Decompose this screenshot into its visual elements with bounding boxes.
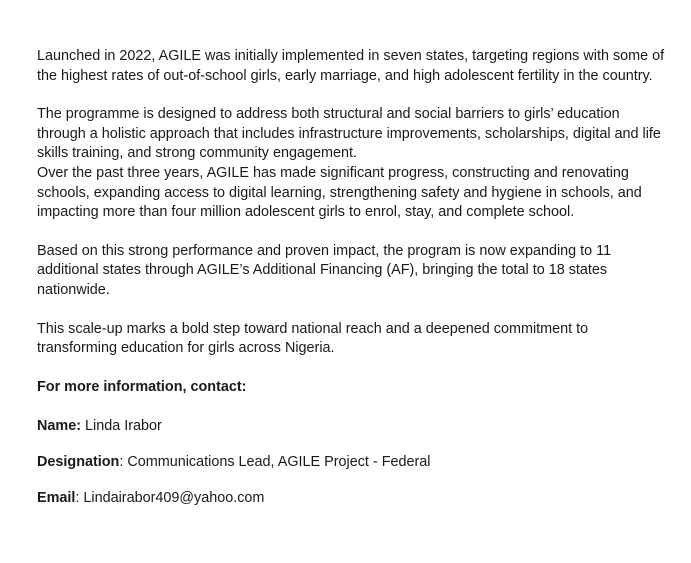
contact-name-label: Name: [37, 418, 81, 435]
paragraph-progress: Over the past three years, AGILE has made significant progress, constructing and renovating schools, expanding access to digital learning, strengthening safety and hygiene in schools, and impacting more than four million adolescent girls to enrol, stay, and complete school. [37, 164, 642, 221]
paragraph-launch: Launched in 2022, AGILE was initially implemented in seven states, targeting regions with some of the highest rates of out-of-school girls, early marriage, and high adolescent fertility in the country. [37, 48, 665, 84]
contact-name-value: Linda Irabor [81, 418, 162, 435]
contact-heading: For more information, contact: [37, 378, 247, 395]
paragraph-expansion: Based on this strong performance and proven impact, the program is now expanding to 11 additional states through AGILE’s Additional Financing (AF), bringing the total to 18 states nationwide. [37, 242, 612, 298]
document-body [37, 47, 667, 508]
contact-email [37, 489, 667, 509]
contact-designation [37, 453, 667, 473]
paragraph-programme-design: The programme is designed to address both structural and social barriers to girls’ education through a holistic approach that includes infrastructure improvements, scholarships, digital and life skills training, and strong community engagement. [37, 106, 661, 162]
contact-designation-label: Designation [37, 453, 120, 470]
paragraph-scale-up: This scale-up marks a bold step toward national reach and a deepened commitment to transforming education for girls across Nigeria. [37, 320, 589, 357]
contact-email-value[interactable]: : Lindairabor409@yahoo.com [75, 489, 265, 506]
contact-email-label: Email [37, 489, 76, 506]
contact-name [37, 417, 667, 437]
contact-designation-value: : Communications Lead, AGILE Project - Federal [119, 453, 431, 470]
